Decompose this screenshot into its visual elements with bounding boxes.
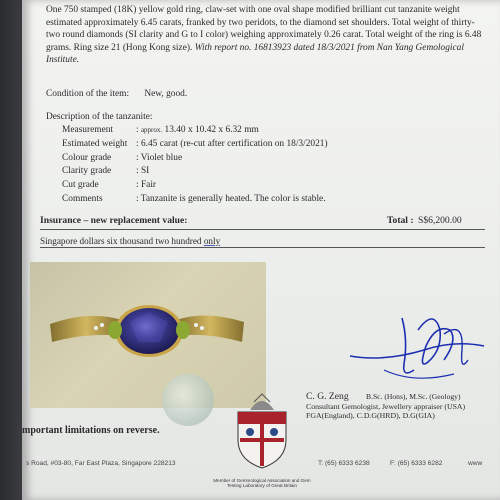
spec-key: Clarity grade <box>62 166 112 177</box>
total-value: S$6,200.00 <box>418 215 462 226</box>
footer-web: www <box>468 460 483 467</box>
signatory-block <box>306 392 496 421</box>
signer-degrees: B.Sc. (Hons), M.Sc. (Geology) <box>366 392 461 401</box>
ring-photo <box>30 262 266 408</box>
divider <box>40 229 485 230</box>
spec-row <box>62 165 482 179</box>
spec-approx: approx. <box>140 126 163 134</box>
hologram-seal <box>162 374 214 426</box>
important-notice: mportant limitations on reverse. <box>22 425 160 436</box>
footer-fax: F: (65) 6333 6282 <box>390 460 443 467</box>
appraisal-document <box>22 0 500 500</box>
spec-value: : 6.45 carat (re-cut after certification on 18/3/2021) <box>136 138 328 149</box>
spec-row <box>62 193 482 207</box>
condition-label: Condition of the item: <box>46 89 130 99</box>
spec-row <box>62 152 482 166</box>
signer-name: C. G. Zeng <box>306 391 349 402</box>
insurance-label: Insurance – new replacement value: <box>40 215 188 226</box>
spec-row <box>62 138 482 152</box>
signer-title: Consultant Gemologist, Jewellery appraiser (USA) <box>306 401 466 411</box>
insurance-line <box>40 215 485 228</box>
spec-value: : SI <box>136 166 150 177</box>
spec-key: Cut grade <box>62 180 99 191</box>
amount-in-words: Singapore dollars six thousand two hundred only <box>40 236 221 246</box>
spec-value: : Tanzanite is generally heated. The color is stable. <box>136 193 326 204</box>
total-label: Total : <box>387 215 414 226</box>
condition-value: New, good. <box>144 89 188 99</box>
amount-words-underlined: only <box>203 236 221 246</box>
footer-address: s Road, #03-80, Far East Plaza, Singapore 228213 <box>26 460 176 467</box>
spec-key: Colour grade <box>62 152 112 163</box>
divider <box>40 247 485 248</box>
spec-key: Comments <box>62 193 103 204</box>
tanzanite-spec-table <box>62 124 482 207</box>
item-description <box>46 4 486 67</box>
condition-line <box>46 88 486 101</box>
gemmological-association-crest-icon <box>230 390 294 470</box>
footer-phone: T: (65) 6333 6238 <box>318 460 370 467</box>
spec-key: Measurement <box>62 125 114 135</box>
spec-value: : approx. 13.40 x 10.42 x 6.32 mm <box>136 125 259 135</box>
intro-text: One 750 stamped (18K) yellow gold ring, claw-set with one oval shape modified brilliant cut tanzanite weight estimated approximately 6.45 carats, franked by two peridots, to the diamond set shoulders. Total weight of thirty-two round diamonds (SI clarity and G to I color) weighing approximately 0.26 carat. Total weight of the ring is 6.48 grams. Ring size 21 (Hong Kong size). <box>46 5 482 53</box>
crest-caption: Member of Gemmological Association and Gem Testing Laboratory of Great Britain <box>213 478 311 489</box>
handwritten-signature <box>344 300 494 400</box>
spec-value: : Violet blue <box>136 152 183 163</box>
spec-value: : Fair <box>136 180 157 191</box>
description-heading: Description of the tanzanite: <box>46 112 153 122</box>
spec-row <box>62 179 482 193</box>
signer-qualifications: FGA(England), C.D.G(HRD), D.G(GIA) <box>306 411 435 421</box>
spec-key: Estimated weight <box>62 138 128 149</box>
ring-illustration <box>30 262 266 408</box>
spec-row <box>62 124 482 138</box>
report-reference: With report no. 16813923 dated 18/3/2021 from Nan Yang Gemological Institute. <box>46 42 464 66</box>
